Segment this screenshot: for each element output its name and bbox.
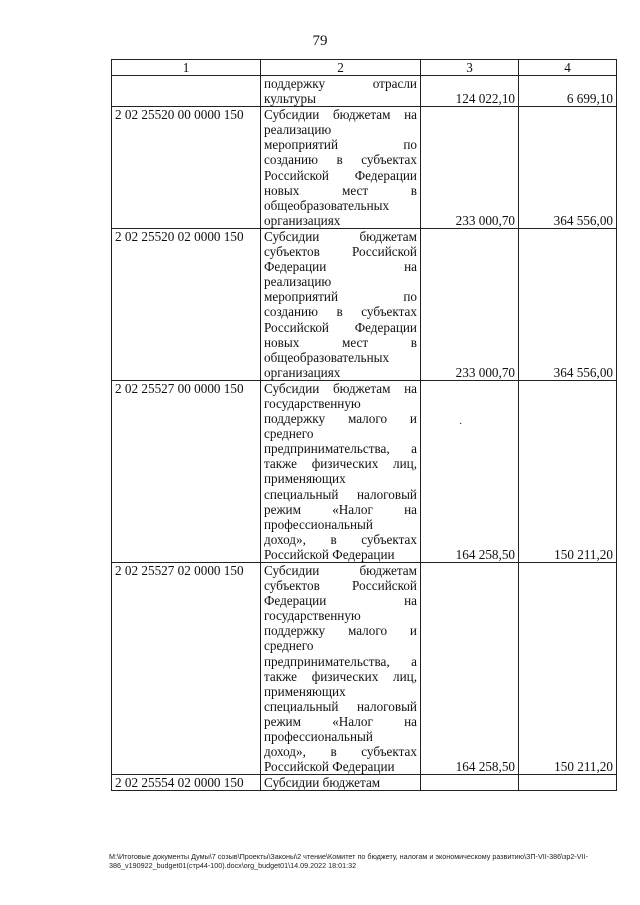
amount-col3-cell [421, 775, 519, 791]
description-line: созданию в субъектах [264, 304, 417, 320]
description-line: режим «Налог на [264, 713, 417, 729]
description-line: поддержку отрасли [264, 76, 417, 91]
amount-col3-cell [421, 107, 519, 229]
description-line: общеобразовательных [264, 349, 390, 365]
amount-value: 150 211,20 [554, 759, 613, 775]
description-line: Субсидии бюджетам [264, 228, 417, 244]
description-line: Федерации на [264, 259, 417, 275]
amount-col4-cell [519, 563, 617, 775]
description-cell [261, 775, 421, 791]
description-line: Субсидии бюджетам на [264, 107, 417, 123]
budget-code-cell: 2 02 25520 02 0000 150 [112, 228, 261, 380]
description-line: предпринимательства, а [264, 441, 417, 457]
description-line: применяющих [264, 471, 346, 487]
description-line: специальный налоговый [264, 698, 417, 714]
budget-code-cell: 2 02 25554 02 0000 150 [112, 775, 261, 791]
budget-code-cell: 2 02 25527 00 0000 150 [112, 380, 261, 562]
column-header: 1 [112, 60, 261, 76]
description-line: предпринимательства, а [264, 653, 417, 669]
amount-value: 150 211,20 [554, 546, 613, 562]
footer-line: М:\Итоговые документы Думы\7 созыв\Проекты\Законы\2 чтение\Комитет по бюджету, налогам и экономическому развитию\ЗП-VII-386\зр2-VII- [109, 852, 588, 861]
description-line: режим «Налог на [264, 501, 417, 517]
amount-value: 164 258,50 [455, 759, 515, 775]
amount-col4-cell [519, 76, 617, 107]
amount-col3-cell [421, 563, 519, 775]
description-line: среднего [264, 638, 314, 654]
description-line: профессиональный [264, 516, 373, 532]
amount-value: 124 022,10 [455, 91, 515, 107]
table-row [112, 775, 617, 791]
description-line: субъектов Российской [264, 578, 417, 594]
description-cell [261, 107, 421, 229]
table-header-row [112, 60, 617, 76]
amount-value: 6 699,10 [566, 91, 613, 107]
stray-mark: · [459, 419, 463, 430]
description-line: среднего [264, 426, 314, 442]
description-line: созданию в субъектах [264, 152, 417, 168]
description-cell [261, 380, 421, 562]
amount-col4-cell [519, 107, 617, 229]
description-line: Субсидии бюджетам [264, 563, 417, 578]
budget-table [111, 59, 617, 791]
amount-col3-cell [421, 228, 519, 380]
amount-value: 233 000,70 [455, 364, 515, 380]
description-line: поддержку малого и [264, 411, 417, 427]
description-line: новых мест в [264, 334, 417, 350]
description-line: мероприятий по [264, 137, 417, 153]
description-cell [261, 228, 421, 380]
column-header: 4 [519, 60, 617, 76]
description-line: также физических лиц, [264, 668, 417, 684]
amount-value: 164 258,50 [455, 546, 515, 562]
description-line: применяющих [264, 683, 346, 699]
page-number: 79 [312, 33, 328, 49]
budget-code-cell: 2 02 25520 00 0000 150 [112, 107, 261, 229]
amount-col4-cell [519, 228, 617, 380]
description-line: общеобразовательных [264, 197, 390, 213]
description-line: государственную [264, 608, 361, 624]
description-line: субъектов Российской [264, 244, 417, 260]
table-row [112, 563, 617, 775]
amount-value: 364 556,00 [553, 212, 613, 228]
description-line: Российской Федерации [264, 167, 417, 183]
table-row [112, 228, 617, 380]
column-header: 3 [421, 60, 519, 76]
amount-value: 233 000,70 [455, 212, 515, 228]
amount-col3-cell [421, 380, 519, 562]
description-line: организациях [264, 212, 341, 228]
description-line: Субсидии бюджетам на [264, 380, 417, 396]
description-line: специальный налоговый [264, 486, 417, 502]
file-path-footer [109, 852, 619, 870]
amount-col3-cell [421, 76, 519, 107]
amount-col4-cell [519, 775, 617, 791]
description-line: Российской Федерации [264, 319, 417, 335]
table-row [112, 380, 617, 562]
budget-code-cell: 2 02 25527 02 0000 150 [112, 563, 261, 775]
description-line: реализацию [264, 274, 332, 290]
description-line: культуры [264, 91, 316, 107]
description-line: новых мест в [264, 182, 417, 198]
description-line: также физических лиц, [264, 456, 417, 472]
description-line: Федерации на [264, 593, 417, 609]
footer-line: 386_v190922_budget01(стр44-100).docx\org_budget01\14.09.2022 18:01:32 [109, 861, 357, 870]
description-line: Субсидии бюджетам [264, 775, 381, 791]
table-row [112, 107, 617, 229]
description-line: Российской Федерации [264, 546, 395, 562]
description-cell [261, 76, 421, 107]
description-line: организациях [264, 364, 341, 380]
description-line: доход», в субъектах [264, 531, 417, 547]
amount-value: 364 556,00 [553, 364, 613, 380]
amount-col4-cell [519, 380, 617, 562]
description-line: мероприятий по [264, 289, 417, 305]
description-line: Российской Федерации [264, 759, 395, 775]
description-line: профессиональный [264, 729, 373, 745]
table-row [112, 76, 617, 107]
description-line: реализацию [264, 122, 332, 138]
column-header: 2 [261, 60, 421, 76]
description-line: доход», в субъектах [264, 744, 417, 760]
description-cell [261, 563, 421, 775]
description-line: поддержку малого и [264, 623, 417, 639]
description-line: государственную [264, 395, 361, 411]
budget-code-cell [112, 76, 261, 107]
